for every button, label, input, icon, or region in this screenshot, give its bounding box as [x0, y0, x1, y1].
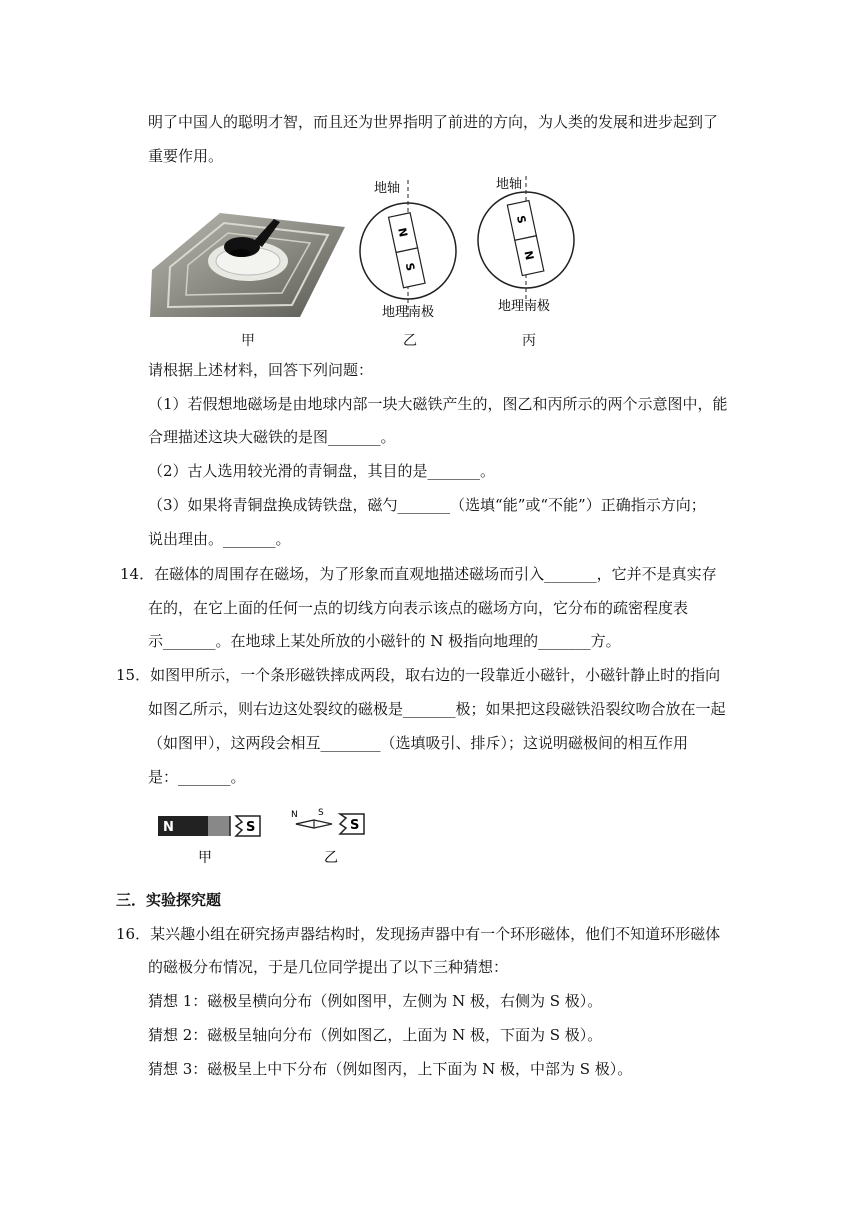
needle-n-label: N: [291, 810, 298, 820]
diagram-bing: [472, 172, 580, 322]
diagram-yi: [356, 174, 464, 324]
bing-pole-s: S: [513, 214, 529, 225]
bing-pole-n: N: [521, 249, 537, 262]
magnet-s-label: S: [246, 820, 256, 835]
q13-part1-line2: 合理描述这块大磁铁的是图_______。: [148, 428, 396, 446]
fig2-caption-jia: 甲: [198, 850, 212, 866]
q13-part2: （2）古人选用较光滑的青铜盘，其目的是_______。: [148, 462, 496, 480]
q16-guess1: 猜想 1：磁极呈横向分布（例如图甲，左侧为 N 极，右侧为 S 极）。: [148, 992, 603, 1010]
bing-earth-axis-label: 地轴: [496, 177, 523, 192]
yi-earth-axis-label: 地轴: [374, 181, 401, 196]
sinan-compass-image: [150, 195, 346, 320]
q13-part3-line1: （3）如果将青铜盘换成铸铁盘，磁勺_______（选填“能”或“不能”）正确指示方向；: [148, 496, 706, 514]
q13-prompt: 请根据上述材料，回答下列问题：: [148, 361, 374, 379]
q16-guess3: 猜想 3：磁极呈上中下分布（例如图丙，上下面为 N 极，中部为 S 极）。: [148, 1060, 633, 1078]
caption-yi: 乙: [403, 333, 417, 349]
bing-south-pole-label: 地理南极: [498, 299, 551, 314]
intro-line-1: 明了中国人的聪明才智，而且还为世界指明了前进的方向，为人类的发展和进步起到了: [148, 113, 719, 131]
q15-line2: 如图乙所示，则右边这处裂纹的磁极是_______极；如果把这段磁铁沿裂纹吻合放在一起: [148, 700, 726, 718]
q15-line1: 15．如图甲所示，一个条形磁铁摔成两段，取右边的一段靠近小磁针，小磁针静止时的指向: [116, 666, 721, 684]
q16-line1: 16．某兴趣小组在研究扬声器结构时，发现扬声器中有一个环形磁体，他们不知道环形磁体: [116, 925, 721, 943]
fig2-caption-yi: 乙: [324, 850, 338, 866]
q14-line3: 示_______。在地球上某处所放的小磁针的 N 极指向地理的_______方。: [148, 632, 621, 650]
q13-part3-line2: 说出理由。_______。: [148, 530, 291, 548]
q13-part1-line1: （1）若假想地磁场是由地球内部一块大磁铁产生的，图乙和丙所示的两个示意图中，能: [148, 395, 728, 413]
yi-south-pole-label: 地理南极: [382, 305, 435, 320]
piece-s-label: S: [350, 818, 360, 833]
q16-line2: 的磁极分布情况，于是几位同学提出了以下三种猜想：: [148, 958, 509, 976]
caption-jia: 甲: [241, 333, 255, 349]
q16-guess2: 猜想 2：磁极呈轴向分布（例如图乙，上面为 N 极，下面为 S 极）。: [148, 1026, 603, 1044]
magnet-n-label: N: [163, 820, 174, 835]
broken-magnet-diagram: [150, 800, 380, 870]
intro-line-2: 重要作用。: [148, 147, 224, 165]
section-title: 三．实验探究题: [116, 891, 222, 909]
q14-line1: 14．在磁体的周围存在磁场，为了形象而直观地描述磁场而引入_______，它并不是真实存: [120, 565, 717, 583]
needle-s-label: S: [318, 808, 324, 818]
caption-bing: 丙: [522, 333, 536, 349]
q15-line3: （如图甲），这两段会相互________（选填吸引、排斥）；这说明磁极间的相互作用: [148, 734, 689, 752]
yi-pole-s: S: [402, 261, 418, 273]
q15-line4: 是：_______。: [148, 768, 246, 786]
yi-pole-n: N: [395, 226, 410, 239]
q14-line2: 在的，在它上面的任何一点的切线方向表示该点的磁场方向，它分布的疏密程度表: [148, 599, 689, 617]
